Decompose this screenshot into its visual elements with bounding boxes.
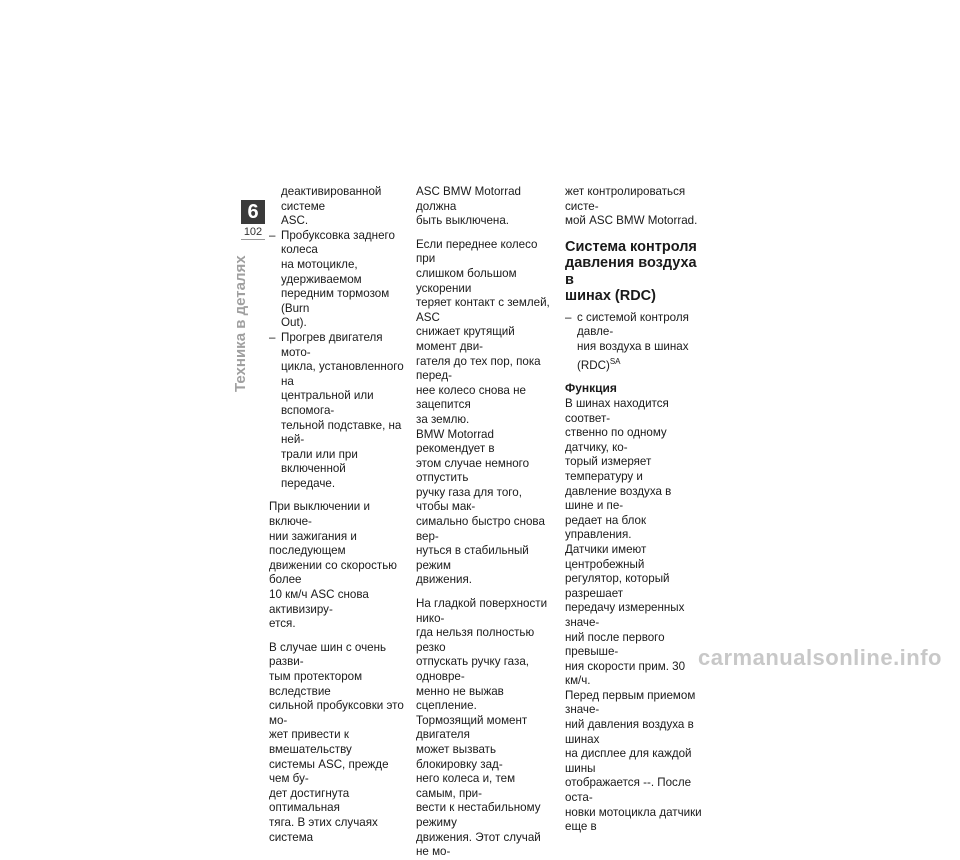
text-line: дет достигнута оптимальная	[269, 786, 350, 815]
chapter-number-badge: 6	[241, 200, 265, 224]
text-line: отображается --. После оста-	[565, 776, 692, 805]
text-line: Перед первым приемом значе-	[565, 688, 696, 717]
text-line: На гладкой поверхности нико-	[416, 597, 548, 625]
bullet-item	[269, 331, 407, 492]
text-line: 10 км/ч ASC снова активизиру-	[269, 588, 369, 616]
text-line: Тормозящий момент двигателя	[416, 713, 528, 742]
text-column-3	[565, 185, 703, 835]
text-line: передачу измеренных значе-	[565, 601, 685, 629]
text-line: системы ASC, прежде чем бу-	[269, 757, 389, 786]
section-heading	[565, 239, 703, 305]
text-line: ется.	[269, 617, 296, 631]
heading-line: шинах (RDC)	[565, 288, 656, 305]
paragraph	[416, 428, 554, 589]
text-line: с системой контроля давле-	[577, 310, 689, 339]
text-line: движении со скоростью более	[269, 558, 397, 587]
text-line: ASC.	[281, 214, 309, 228]
dash-marker: –	[269, 228, 276, 242]
text-line: деактивированной системе	[281, 185, 382, 213]
text-column-1	[269, 185, 407, 845]
text-line: нуться в стабильный режим	[416, 544, 529, 572]
text-line: гателя до тех пор, пока перед-	[416, 354, 541, 383]
text-line: может вызвать блокировку зад-	[416, 742, 503, 771]
text-line: При выключении и включе-	[269, 500, 370, 529]
text-line: быть выключена.	[416, 214, 510, 228]
site-watermark: carmanualsonline.info	[698, 645, 942, 670]
text-line: него колеса и, тем самым, при-	[416, 772, 516, 800]
chapter-side-title: Техника в деталях	[232, 255, 249, 392]
continued-text	[269, 185, 407, 229]
paragraph	[416, 597, 554, 860]
text-line: движения. Этот случай не мо-	[416, 830, 541, 859]
text-line: ния скорости прим. 30 км/ч.	[565, 659, 686, 688]
text-line: цикла, установленного на	[281, 360, 404, 388]
text-line: слишком большом ускорении	[416, 266, 517, 295]
text-line: тельной подставке, на ней-	[281, 418, 402, 447]
text-line: торый измеряет температуру и	[565, 455, 652, 483]
text-line: тяга. В этих случаях система	[269, 815, 378, 844]
text-line: отпускать ручку газа, одновре-	[416, 655, 529, 683]
special-equipment-superscript: SA	[609, 356, 621, 366]
paragraph	[269, 641, 407, 845]
text-line: снижает крутящий момент дви-	[416, 325, 515, 353]
text-line: передним тормозом (Burn	[281, 287, 390, 315]
text-line: редает на блок управления.	[565, 513, 647, 542]
text-line: нее колесо снова не зацепится	[416, 383, 526, 412]
paragraph	[269, 500, 407, 631]
text-line: тым протектором вследствие	[269, 670, 363, 698]
text-line: мой ASC BMW Motorrad.	[565, 214, 698, 228]
text-line: на дисплее для каждой шины	[565, 747, 692, 775]
text-line: Пробуксовка заднего колеса	[281, 228, 395, 257]
text-line: новки мотоцикла датчики еще в	[565, 805, 702, 834]
text-line: В случае шин с очень разви-	[269, 640, 387, 669]
page-number: 102	[243, 226, 263, 238]
text-line: менно не выжав сцепление.	[416, 684, 504, 713]
text-line: Датчики имеют центробежный	[565, 542, 647, 571]
text-line: движения.	[416, 573, 472, 587]
text-line: ручку газа для того, чтобы мак-	[416, 485, 522, 514]
text-line: за землю.	[416, 412, 470, 426]
heading-line: давления воздуха в	[565, 255, 697, 288]
dash-marker: –	[269, 330, 276, 344]
text-line: сильной пробуксовки это мо-	[269, 699, 404, 727]
paragraph	[416, 185, 554, 229]
bullet-item	[565, 311, 703, 373]
text-line: нии зажигания и последующем	[269, 529, 357, 558]
paragraph	[416, 238, 554, 428]
text-line	[577, 340, 703, 373]
page-number-divider	[241, 239, 265, 240]
text-line: Прогрев двигателя мото-	[281, 330, 383, 359]
text-line: этом случае немного отпустить	[416, 456, 530, 485]
text-line: ственно по одному датчику, ко-	[565, 426, 667, 454]
text-line: жет привести к вмешательству	[269, 728, 352, 756]
text-line: Если переднее колесо при	[416, 237, 538, 266]
text-line: симально быстро снова вер-	[416, 515, 545, 543]
text-line: давление воздуха в шине и пе-	[565, 484, 672, 513]
heading-line: Система контроля	[565, 238, 697, 255]
dash-marker: –	[565, 310, 572, 324]
text-line: трали или при включенной	[281, 447, 358, 476]
text-line: гда нельзя полностью резко	[416, 626, 535, 654]
text-line: ний давления воздуха в шинах	[565, 718, 694, 746]
text-line: теряет контакт с землей, ASC	[416, 296, 550, 324]
paragraph	[565, 397, 703, 835]
subsection-heading: Функция	[565, 381, 617, 396]
text-line: Out).	[281, 316, 307, 330]
text-line: BMW Motorrad рекомендует в	[416, 427, 495, 456]
text-line: передаче.	[281, 476, 336, 490]
text-column-2	[416, 185, 554, 860]
text-line: жет контролироваться систе-	[565, 185, 686, 213]
text-line: ний после первого превыше-	[565, 630, 665, 659]
text-line: регулятор, который разрешает	[565, 572, 670, 600]
text-line: на мотоцикле, удерживаемом	[281, 257, 362, 286]
text-span: ния воздуха в шинах (RDC)	[577, 339, 689, 372]
bullet-item	[269, 229, 407, 331]
text-line: ASC BMW Motorrad должна	[416, 185, 522, 213]
text-line: центральной или вспомога-	[281, 389, 374, 417]
text-line: вести к нестабильному режиму	[416, 801, 541, 829]
text-line: В шинах находится соответ-	[565, 397, 669, 425]
continued-text	[565, 185, 703, 229]
